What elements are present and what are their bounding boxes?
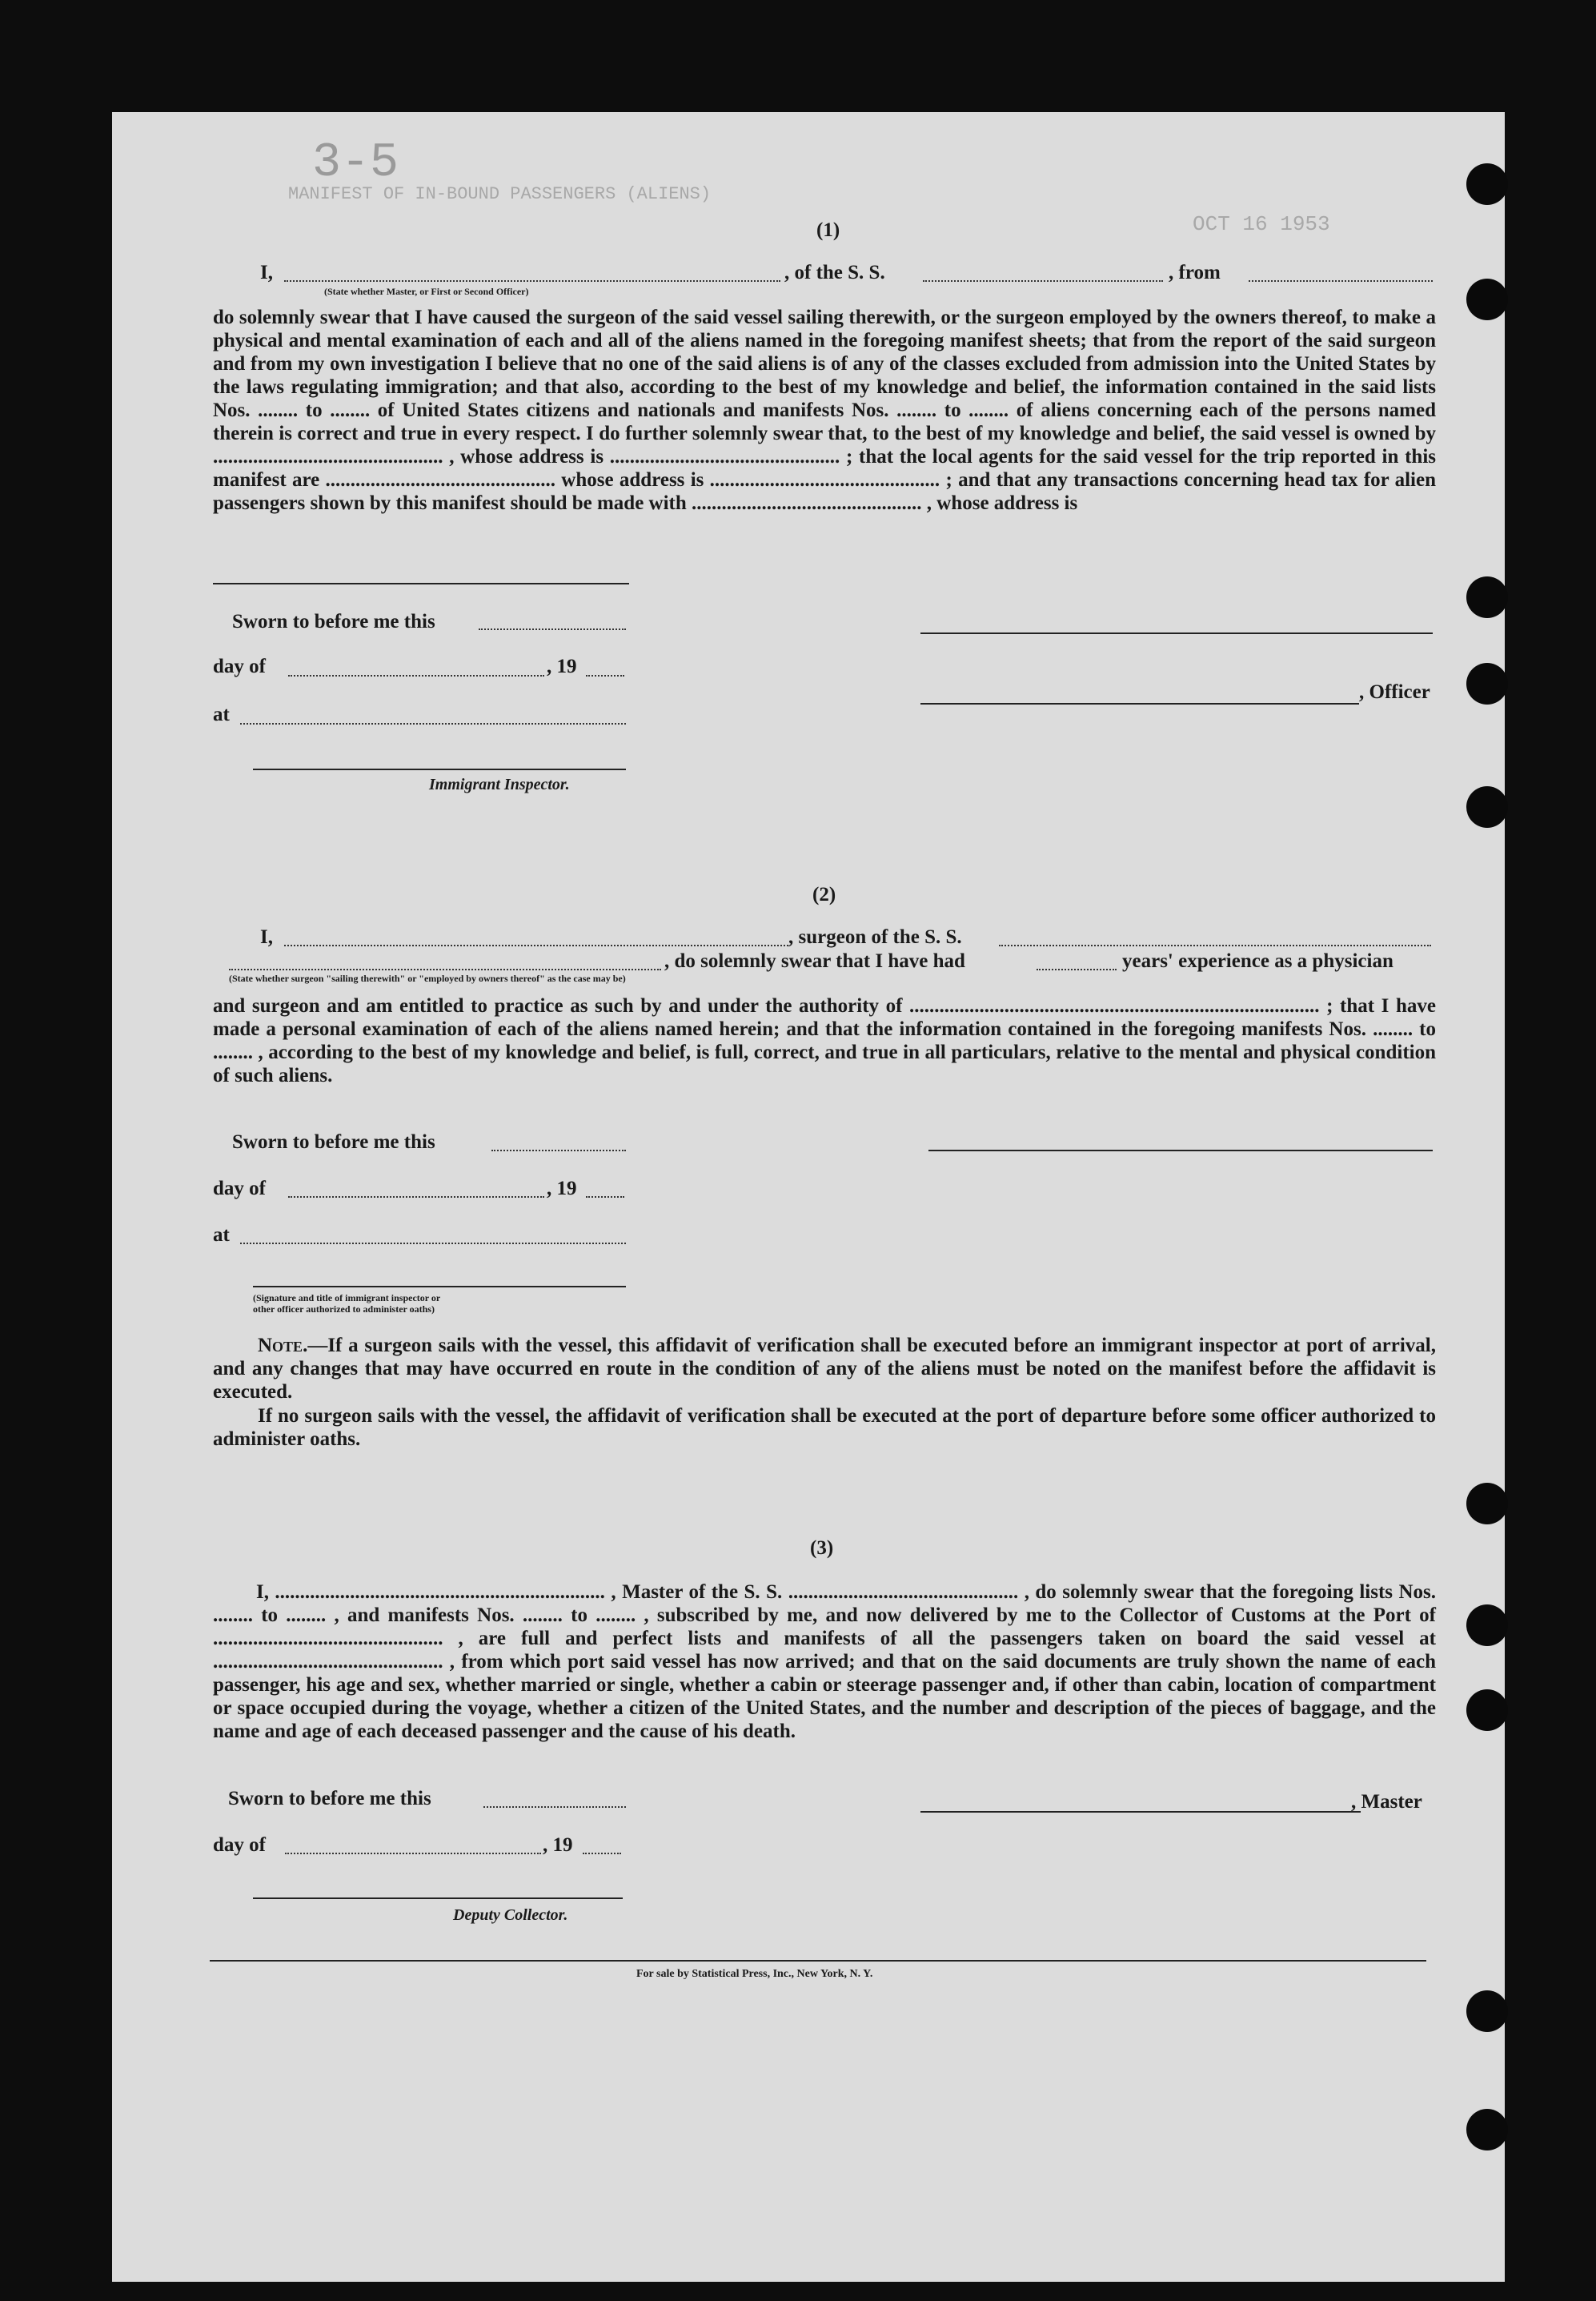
- section2-body: and surgeon and am entitled to practice as such by and under the authority of .................................................................................. ; that I have made a personal examination of each of the aliens named herein; and that the information contained in the foregoing manifests Nos. ........ to ........ , according to the best of my knowledge and belief, is full, correct, and true in all particulars, relative to the mental and physical condition of such aliens.: [213, 995, 1436, 1086]
- section2-note2: If no surgeon sails with the vessel, the affidavit of verification shall be executed at the port of departure before some officer authorized to administer oaths.: [213, 1405, 1436, 1450]
- section1-i: I,: [260, 262, 273, 283]
- section2-at: at: [213, 1224, 230, 1246]
- master-signature-line[interactable]: [920, 1811, 1361, 1813]
- surgeon-signature-line[interactable]: [928, 1150, 1433, 1151]
- section1-number: (1): [816, 219, 840, 241]
- section2-day-of: day of: [213, 1178, 266, 1199]
- section2-surgeon-note: (State whether surgeon "sailing therewith" or "employed by owners thereof" as the case may be): [229, 973, 626, 984]
- surgeon-name-field[interactable]: [284, 945, 788, 946]
- section2-sig-note1: (Signature and title of immigrant inspector or: [253, 1292, 441, 1303]
- section2-surgeon: , surgeon of the S. S.: [788, 926, 962, 948]
- footer-rule: [210, 1960, 1426, 1962]
- day-field[interactable]: [288, 675, 544, 677]
- section2-signature-line[interactable]: [253, 1286, 626, 1287]
- section2-years: years' experience as a physician: [1122, 950, 1393, 972]
- officer-line[interactable]: [920, 703, 1359, 705]
- year-field[interactable]: [586, 675, 624, 677]
- years-field[interactable]: [1037, 969, 1117, 970]
- section2-year: , 19: [547, 1178, 577, 1199]
- section3-body: I, .................................................................. , Master of the S. S. .............................................. , do solemnly swear that the foregoing lists Nos. ........ to ........ , and manifests Nos. ........ to ........ , subscribed by me, and now delivered by me to the Collector of Customs at the Port of .............................................. , are full and perfect lists and manifests of all the passengers taken on board the said vessel at .............................................. , from which port said vessel has now arrived; and that on the said documents are truly shown the name of each passenger, his age and sex, whether married or single, whether a cabin or steerage passenger and, if other than cabin, location of compartment or space occupied during the voyage, whether a citizen of the United States, and the number and description of the pieces of baggage, and the name and age of each deceased passenger and the cause of his death.: [213, 1581, 1436, 1742]
- at-field[interactable]: [240, 723, 626, 725]
- section2-note: [213, 1334, 1436, 1403]
- section1-sworn: Sworn to before me this: [232, 611, 435, 632]
- section3-year: , 19: [543, 1834, 573, 1856]
- section3-day-of: day of: [213, 1834, 266, 1856]
- section2-sig-note2: other officer authorized to administer oaths): [253, 1303, 435, 1315]
- section2-sworn: Sworn to before me this: [232, 1131, 435, 1153]
- section3-master: , Master: [1351, 1791, 1422, 1813]
- rule: [213, 583, 629, 584]
- master-name-field[interactable]: [284, 280, 780, 282]
- sworn-field[interactable]: [479, 628, 626, 630]
- year3-field[interactable]: [583, 1853, 621, 1854]
- day3-field[interactable]: [285, 1853, 541, 1854]
- year2-field[interactable]: [586, 1196, 624, 1198]
- officer-signature-line[interactable]: [920, 632, 1433, 634]
- page-number-stamp: 3-5: [312, 136, 399, 191]
- section1-officer: , Officer: [1359, 681, 1430, 703]
- publisher-footer: For sale by Statistical Press, Inc., New York, N. Y.: [636, 1968, 873, 1980]
- section1-signatory: Immigrant Inspector.: [429, 776, 570, 793]
- section3-signatory: Deputy Collector.: [453, 1906, 568, 1924]
- section1-role-note: (State whether Master, or First or Second Officer): [324, 286, 529, 297]
- section1-of-ss: , of the S. S.: [784, 262, 885, 283]
- deputy-signature-line[interactable]: [253, 1897, 623, 1899]
- section1-day-of: day of: [213, 656, 266, 677]
- section2-i: I,: [260, 926, 273, 948]
- ship-name-field[interactable]: [923, 280, 1163, 282]
- section1-at: at: [213, 704, 230, 725]
- date-stamp: OCT 16 1953: [1193, 212, 1330, 236]
- at2-field[interactable]: [240, 1243, 626, 1244]
- surgeon-ship-field[interactable]: [999, 945, 1431, 946]
- inspector-signature-line[interactable]: [253, 769, 626, 770]
- section1-body: do solemnly swear that I have caused the surgeon of the said vessel sailing therewith, or the surgeon employed by the owners thereof, to make a physical and mental examination of each and all of the aliens named in the foregoing manifest sheets; that from the report of the said surgeon and from my own investigation I believe that no one of the said aliens is of any of the classes excluded from admission into the United States by the laws regulating immigration; and that also, according to the best of my knowledge and belief, the information contained in the said lists Nos. ........ to ........ of United States citizens and nationals and manifests Nos. ........ to ........ of aliens concerning each of the persons named therein is correct and true in every respect. I do further solemnly swear that, to the best of my knowledge and belief, the said vessel is owned by .............................................. , whose address is .............................................. ; that the local agents for the said vessel for the trip reported in this manifest are .............................................. whose address is .............................................. ; and that any transactions concerning head tax for alien passengers shown by this manifest should be made with .............................................. , whose address is: [213, 307, 1436, 514]
- section1-year: , 19: [547, 656, 577, 677]
- sworn3-field[interactable]: [483, 1806, 626, 1808]
- from-port-field[interactable]: [1249, 280, 1433, 282]
- section2-swear: , do solemnly swear that I have had: [664, 950, 965, 972]
- section3-sworn: Sworn to before me this: [228, 1788, 431, 1809]
- note-text: —If a surgeon sails with the vessel, this affidavit of verification shall be executed before an immigrant inspector at port of arrival, and any changes that may have occurred en route in the condition of any of the aliens must be noted on the manifest before the affidavit is executed.: [213, 1335, 1436, 1403]
- day2-field[interactable]: [288, 1196, 544, 1198]
- surgeon-type-field[interactable]: [229, 969, 661, 970]
- sworn2-field[interactable]: [491, 1150, 626, 1151]
- section3-number: (3): [810, 1537, 834, 1559]
- section2-number: (2): [812, 884, 836, 906]
- note-label: Note.: [258, 1335, 308, 1356]
- section1-from: , from: [1169, 262, 1221, 283]
- manifest-title-stamp: MANIFEST OF IN-BOUND PASSENGERS (ALIENS): [288, 184, 712, 204]
